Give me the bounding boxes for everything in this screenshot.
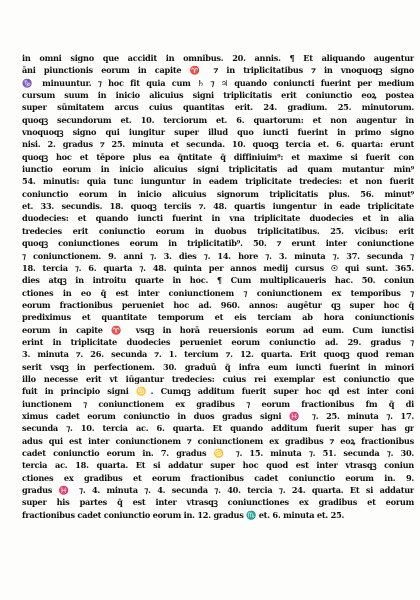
text-line: illo necesse erit vt iūgantur tredecies: cuius rei exemplar est coniunctio que [22,373,414,384]
text-line: tredecies erit coniunctio eorum in duobus triplicitatibus. 25. vicibus: erit [22,225,414,236]
text-line: adus qui est inter coniunctionem ⁊ coniunctionem ex gradibus ⁊ eoꝝ fractionibus [22,435,414,446]
text-line: cursum suum in inicio alicuius signi triplicitatis erit coniunctio eoꝝ postea [22,90,414,101]
text-line: 18. tercia ⁊. 6. quarta ⁊. 48. quinta per annos medij cursus ☉ qui sunt. 365. [22,262,414,273]
text-line: super his partes q̄ est inter vtrasqꝫ coniunctiones ex gradibus et eorum [22,497,414,508]
text-line: in omni signo que accidit in omnibus. 20. annis. ¶ Et aliquando augentur [22,53,414,63]
text-line: cadet coniunctio eorum in. 7. gradus ♋ ⁊. 15. minuta ⁊. 51. secunda ⁊. 30. [22,448,414,458]
text-line: et. 33. secundis. 18. quoqꝫ terciis ⁊. 48. quartis iungentur in eade triplicitate [22,201,414,212]
text-line: quoqꝫ hoc et tēpore plus ea q̄ntitate q̄ diffiniuim⁹: et maxime si fuerit con [22,151,414,162]
text-line: secunda ⁊. 10. tercia ac. 6. quarta. Et quando additum fuerit super has gr [22,423,414,434]
text-line: 54. minutis: quia tunc iunguntur in eadem triplicitate tredecies: et non fuerit [22,176,414,187]
text-line: super sūmitatem arcus cuius quantitas erit. 24. gradium. 25. minutorum. [22,102,414,113]
text-line: fuit in principio signi ♋. Cumqꝫ additum fuerit super hoc qd est inter coni [22,386,414,397]
text-line: quoqꝫ coniunctiones eorum in triplicitatib⁹. 50. ⁊ erunt inter coniunctione [22,238,414,249]
text-line: coniunctio eorum in inicio alicuius signorum triplicitatis plus. 56. minut⁹ [22,188,414,199]
text-line: ♑ minuuntur. ⁊ hoc fit quia cum ♄ ⁊ ♃ quando coniuncti fuerint per medium [22,77,414,88]
text-line: duodecies: et quando iuncti fuerint in vna triplicitate duodecies et in alia [22,213,414,224]
text-line: vnoquoqꝫ signo qui iungitur super illud quo iuncti fuerint in primo signo [22,127,414,138]
text-line: dies atqꝫ in introitu quarte in hoc. ¶ Cum multiplicaueris hac. 50. coniun [22,275,414,286]
text-line: nisi. 2. gradus ⁊ 25. minuta et secunda. 10. quoqꝫ tercia et. 6. quarta: erunt [22,139,414,150]
text-line: iunctio eorum in inicio alicuius signi triplicitatis ad quam mutantur min⁹ [22,164,414,175]
text-line: ctiones in eo q̄ est inter coniunctionem ⁊ coniunctionem ex temporibus ⁊ [22,287,414,298]
text-line: āni piunctionis eorum in capite ♈ ⁊ in triplicitatibus ⁊ in vnoquoqꝫ signo [22,65,414,76]
text-line: eorum in capite ♈ vsqꝫ in horā reuersionis eorum ad eum. Cum iunctisi [22,324,414,335]
text-line: iunctionem ⁊ coniunctionem ex gradibus ⁊ eorum fractionibus fm q̄ di [22,398,414,409]
text-line: erint in triplicitate duodecies perueniet eorum coniunctio ad. 29. gradus ⁊ [22,336,414,347]
text-line: quoqꝫ secundorum et. 10. terciorum et. 6. quartorum: et non augentur in [22,114,414,125]
text-line: ctiones ex gradibus et eorum fractionibus cadet coniunctio eorum in. 9. [22,472,414,483]
text-line: gradus ♓ ⁊. 4. minuta ⁊. 4. secunda ⁊. 40. tercia ⁊. 24. quarta. Et si addatur [22,485,414,496]
text-line: 3. minuta ⁊. 26. secunda ⁊. 1. tercium ⁊. 12. quarta. Erit quoqꝫ quod reman [22,349,414,360]
text-line: prediximus et quantitate temporum et eis terciam ab hora coniunctionis [22,312,414,323]
text-line: tercia ac. 18. quarta. Et si addatur super hoc quod est inter vtrasqꝫ coniun [22,460,414,471]
text-line: eorum fractionibus perueniet hoc ad. 960. annos: augētur qꝫ super hoc q̄ [22,299,414,310]
text-line: ximus cadet eorum coniunctio in duos gradus signi ♓ ⁊. 25. minuta ⁊. 17. [22,410,414,421]
text-line: fractionibus cadet coniunctio eorum in. 12. gradus ♏ et. 6. minuta et. 25. [22,509,345,520]
body-text-block [22,52,414,521]
text-line: ⁊ coniunctionem. 9. anni ⁊. 3. dies ⁊. 14. hore ⁊. 3. minuta ⁊. 37. secunda ⁊ [22,250,414,261]
text-line: serit vsqꝫ in perfectionem. 30. graduū q̄ infra eum iuncti fuerint in minori [22,361,414,372]
